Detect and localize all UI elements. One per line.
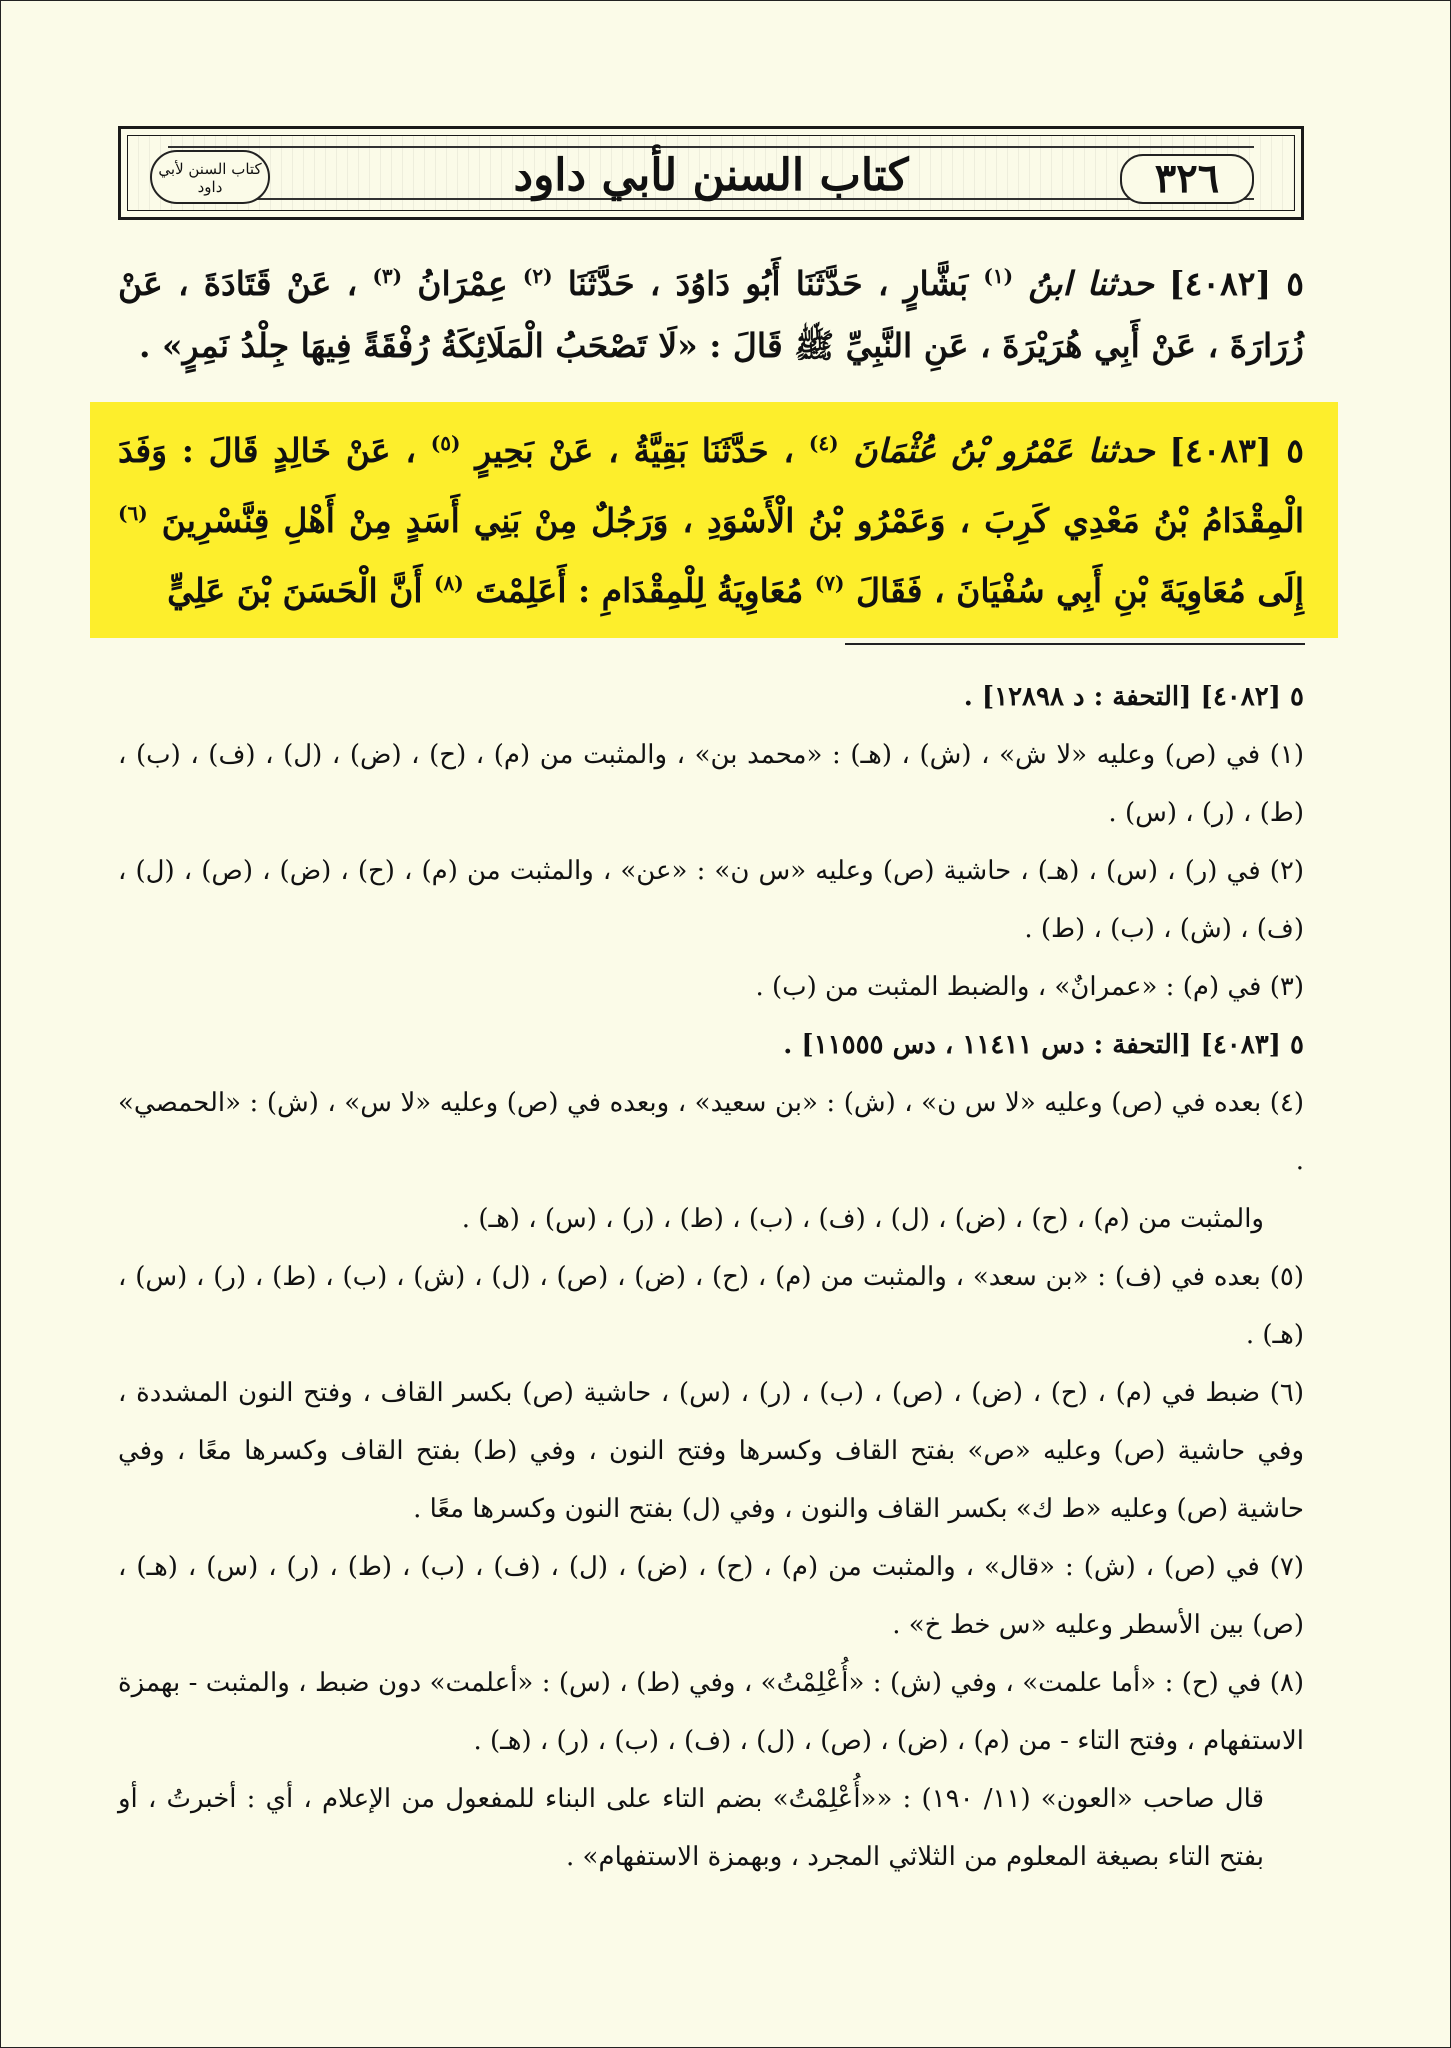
footnote-6: (٦) ضبط في (م) ، (ح) ، (ض) ، (ص) ، (ب) ، (ر) ، (س) ، حاشية (ص) بكسر القاف ، وفتح النون المشددة ، وفي حاشية (ص) وعليه «ص» بفتح القاف وكسرها وفتح النون ، وفي (ط) بفتح القاف وكسرها معًا ، وفي حاشية (ص) وعليه «ط ك» بكسر القاف والنون ، وفي (ل) بفتح النون وكسرها معًا . bbox=[118, 1378, 1304, 1524]
hadith-text: مُعَاوِيَةُ لِلْمِقْدَامِ : أَعَلِمْتَ bbox=[475, 571, 804, 610]
footnote-divider bbox=[845, 643, 1305, 645]
tuhfa-ref-4083: ٥ [٤٠٨٣] [التحفة : دس ١١٤١١ ، دس ١١٥٥٥] . bbox=[783, 1030, 1304, 1060]
footnote-ref-8: (٨) bbox=[434, 571, 464, 595]
book-logo-seal: كتاب السنن لأبي داود bbox=[150, 150, 270, 204]
footnote-ref-1: (١) bbox=[983, 264, 1014, 288]
footnote-1: (١) في (ص) وعليه «لا ش» ، (ش) ، (هـ) : «محمد بن» ، والمثبت من (م) ، (ح) ، (ض) ، (ل) ، (ف) ، (ب) ، (ط) ، (ر) ، (س) . bbox=[118, 740, 1304, 828]
footnote-7: (٧) في (ص) ، (ش) : «قال» ، والمثبت من (م) ، (ح) ، (ض) ، (ل) ، (ف) ، (ب) ، (ط) ، (ر) ، (س) ، (هـ) ، (ص) بين الأسطر وعليه «س خط خ» . bbox=[118, 1552, 1304, 1640]
footnote-ref-6: (٦) bbox=[118, 501, 148, 525]
hadith-4083 bbox=[118, 412, 1304, 622]
page-header bbox=[118, 126, 1304, 220]
footnote-5: (٥) بعده في (ف) : «بن سعد» ، والمثبت من (م) ، (ح) ، (ض) ، (ص) ، (ل) ، (ش) ، (ب) ، (ط) ، (ر) ، (س) ، (هـ) . bbox=[118, 1262, 1305, 1350]
hadith-4082 bbox=[118, 245, 1304, 377]
footnote-ref-5: (٥) bbox=[430, 431, 461, 455]
hadith-text: ، عَنْ قَتَادَةَ ، عَنْ زُرَارَةَ ، عَنْ أَبِي هُرَيْرَةَ ، عَنِ النَّبِيِّ ﷺ قَالَ : bbox=[118, 264, 1304, 365]
hadith-number: ٥ [٤٠٨٣] bbox=[1169, 431, 1305, 470]
hadith-text: إِلَى مُعَاوِيَةَ بْنِ أَبِي سُفْيَانَ ، فَقَالَ bbox=[855, 571, 1304, 610]
tuhfa-ref-4082: ٥ [٤٠٨٢] [التحفة : د ١٢٨٩٨] . bbox=[963, 682, 1304, 712]
book-title: كتاب السنن لأبي داود bbox=[513, 150, 909, 201]
footnote-8: (٨) في (ح) : «أما علمت» ، وفي (ش) : «أُعْلِمْتُ» ، وفي (ط) ، (س) : «أعلمت» دون ضبط ، والمثبت - بهمزة الاستفهام ، وفتح التاء - من (م) ، (ض) ، (ص) ، (ل) ، (ف) ، (ب) ، (ر) ، (هـ) . bbox=[118, 1668, 1304, 1756]
hadith-text: عِمْرَانُ bbox=[417, 264, 508, 303]
footnote-4-continued: والمثبت من (م) ، (ح) ، (ض) ، (ل) ، (ف) ، (ب) ، (ط) ، (ر) ، (س) ، (هـ) . bbox=[461, 1204, 1264, 1234]
hadith-text: بَشَّارٍ ، حَدَّثَنَا أَبُو دَاوُدَ ، حَدَّثَنَا bbox=[567, 264, 969, 303]
page-number: ٣٢٦ bbox=[1120, 154, 1254, 204]
hadith-text: ، حَدَّثَنَا بَقِيَّةُ ، عَنْ بَحِيرٍ bbox=[475, 431, 795, 470]
footnotes bbox=[118, 668, 1304, 1886]
hadith-text: ، عَنْ خَالِدٍ قَالَ : وَفَدَ الْمِقْدَامُ بْنُ مَعْدِي كَرِبَ ، وَعَمْرُو بْنُ الْأَسْوَدِ ، وَرَجُلٌ مِنْ بَنِي أَسَدٍ مِنْ أَهْلِ قِنَّسْرِينَ bbox=[118, 431, 1304, 540]
footnote-8-continued: قال صاحب «العون» (١١/ ١٩٠) : ««أُعْلِمْتُ» بضم التاء على البناء للمفعول من الإعلام ، أي : أخبرتُ ، أو بفتح التاء بصيغة المعلوم من الثلاثي المجرد ، وبهمزة الاستفهام» . bbox=[118, 1784, 1265, 1872]
footnote-4: (٤) بعده في (ص) وعليه «لا س ن» ، (ش) : «بن سعيد» ، وبعده في (ص) وعليه «لا س» ، (ش) : «الحمصي» . bbox=[118, 1088, 1304, 1176]
hadith-text: حدثنا ابنُ bbox=[1028, 264, 1154, 303]
header-ornament bbox=[127, 135, 1295, 211]
hadith-text: حدثنا عَمْرُو بْنُ عُثْمَانَ bbox=[853, 431, 1155, 470]
hadith-number: ٥ [٤٠٨٢] bbox=[1168, 264, 1304, 303]
footnote-ref-4: (٤) bbox=[808, 431, 839, 455]
footnote-ref-2: (٢) bbox=[522, 264, 553, 288]
footnote-ref-3: (٣) bbox=[372, 264, 403, 288]
footnote-2: (٢) في (ر) ، (س) ، (هـ) ، حاشية (ص) وعليه «س ن» : «عن» ، والمثبت من (م) ، (ح) ، (ض) ، (ص) ، (ل) ، (ف) ، (ش) ، (ب) ، (ط) . bbox=[118, 856, 1304, 944]
footnote-3: (٣) في (م) : «عمرانٌ» ، والضبط المثبت من (ب) . bbox=[755, 972, 1304, 1002]
footnote-ref-7: (٧) bbox=[814, 571, 845, 595]
hadith-quote: «لَا تَصْحَبُ الْمَلَائِكَةُ رُفْقَةً فِيهَا جِلْدُ نَمِرٍ» . bbox=[138, 326, 698, 365]
hadith-text: أَنَّ الْحَسَنَ بْنَ عَلِيٍّ bbox=[167, 571, 423, 610]
